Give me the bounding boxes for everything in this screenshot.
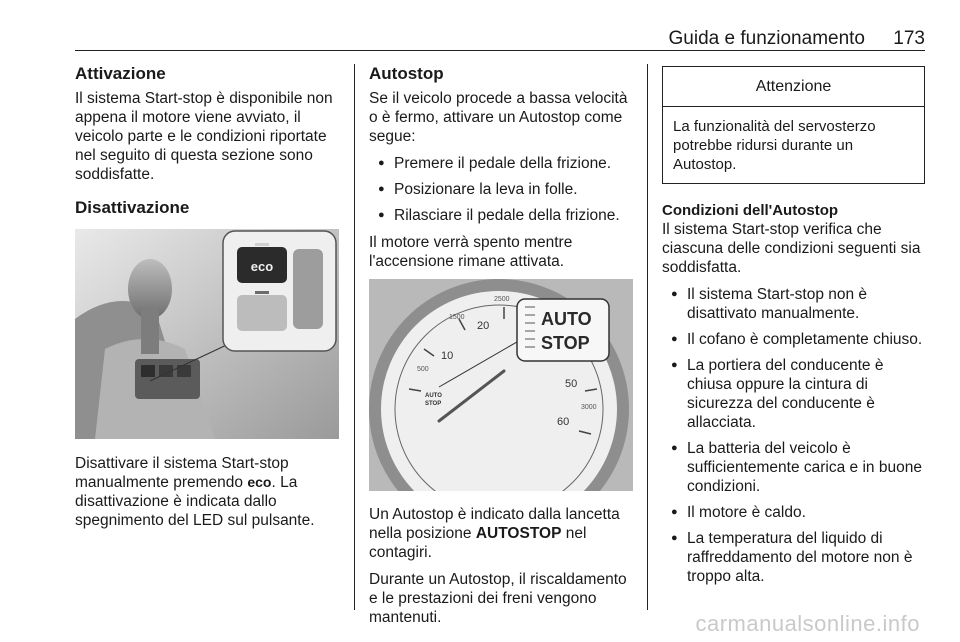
tick-label: 20 xyxy=(477,320,490,332)
tick-label: 500 xyxy=(417,366,429,373)
list-item: ● Rilasciare il pedale della frizione. xyxy=(369,206,634,225)
column-1 xyxy=(75,64,340,538)
list-item: ● Il motore è caldo. xyxy=(662,503,925,522)
gauge-stop-label: STOP xyxy=(541,333,590,353)
warning-text: La funzionalità del servosterzo potrebbe ridursi durante un Autostop. xyxy=(673,118,876,173)
page-header xyxy=(75,28,925,48)
tick-label: 1500 xyxy=(449,314,465,321)
caption-part: nel contagiri. xyxy=(369,525,587,561)
deactivation-text-part: Disattivare il sistema Start-stop manualmente premendo xyxy=(75,455,289,491)
conditions-intro: Il sistema Start-stop verifica che ciascuna delle condizioni seguenti sia soddisfatta. xyxy=(662,221,921,276)
eco-button-photo xyxy=(75,229,339,439)
tick-label: 2500 xyxy=(494,296,510,303)
header-rule xyxy=(75,50,925,51)
heading-autostop: Autostop xyxy=(369,64,444,83)
tick-label: 3000 xyxy=(581,404,597,411)
photo-eco-label: eco xyxy=(250,259,274,274)
deactivation-text-part: . La disattivazione è indicata dallo spegnimento del LED sul pulsante. xyxy=(75,474,315,529)
page-number: 173 xyxy=(893,28,925,49)
heading-deactivation: Disattivazione xyxy=(75,198,190,217)
list-item: ● La batteria del veicolo è sufficientemente carica e in buone condizioni. xyxy=(662,439,925,496)
engine-off-text: Il motore verrà spento mentre l'accensione rimane attivata. xyxy=(369,234,573,270)
list-item: ● La portiera del conducente è chiusa oppure la cintura di sicurezza del conducente è allacciata. xyxy=(662,356,925,432)
caption-bold: AUTOSTOP xyxy=(475,525,562,542)
eco-symbol: eco xyxy=(247,474,272,490)
autostop-caption xyxy=(369,505,634,562)
console-illustration xyxy=(75,229,339,439)
tick-label: 50 xyxy=(565,378,578,390)
tick-label: 60 xyxy=(557,416,570,428)
deactivation-text xyxy=(75,454,340,530)
list-item: ● La temperatura del liquido di raffreddamento del motore non è troppo alta. xyxy=(662,529,925,586)
gauge-auto-label: AUTO xyxy=(541,309,592,329)
column-2 xyxy=(369,64,634,635)
small-auto-label: AUTO xyxy=(425,393,442,399)
column-3 xyxy=(662,66,925,594)
small-stop-label: STOP xyxy=(425,401,442,407)
activation-text: Il sistema Start-stop è disponibile non appena il motore viene avviato, il veicolo parte e le condizioni riportate nel seguito di questa sezione sono soddisfatte. xyxy=(75,90,333,183)
column-divider xyxy=(647,64,648,610)
conditions-list xyxy=(662,285,925,586)
heading-activation: Attivazione xyxy=(75,64,166,83)
autostop-steps xyxy=(369,154,634,225)
heading-autostop-conditions: Condizioni dell'Autostop xyxy=(662,202,839,219)
header-title: Guida e funzionamento xyxy=(668,28,865,49)
autostop-intro: Se il veicolo procede a bassa velocità o è fermo, attivare un Autostop come segue: xyxy=(369,90,628,145)
warning-title: Attenzione xyxy=(663,67,924,107)
list-item: ● Posizionare la leva in folle. xyxy=(369,180,634,199)
watermark: carmanualsonline.info xyxy=(695,611,920,636)
autostop-final-text: Durante un Autostop, il riscaldamento e le prestazioni dei freni vengono mantenuti. xyxy=(369,571,627,626)
caption-part: Un Autostop è indicato dalla lancetta nella posizione xyxy=(369,506,620,542)
tachometer-photo xyxy=(369,279,633,491)
list-item: ● Premere il pedale della frizione. xyxy=(369,154,634,173)
tachometer-illustration xyxy=(369,279,633,491)
list-item: ● Il sistema Start-stop non è disattivato manualmente. xyxy=(662,285,925,323)
tick-label: 10 xyxy=(441,350,454,362)
column-divider xyxy=(354,64,355,610)
warning-box xyxy=(662,66,925,184)
list-item: ● Il cofano è completamente chiuso. xyxy=(662,330,925,349)
